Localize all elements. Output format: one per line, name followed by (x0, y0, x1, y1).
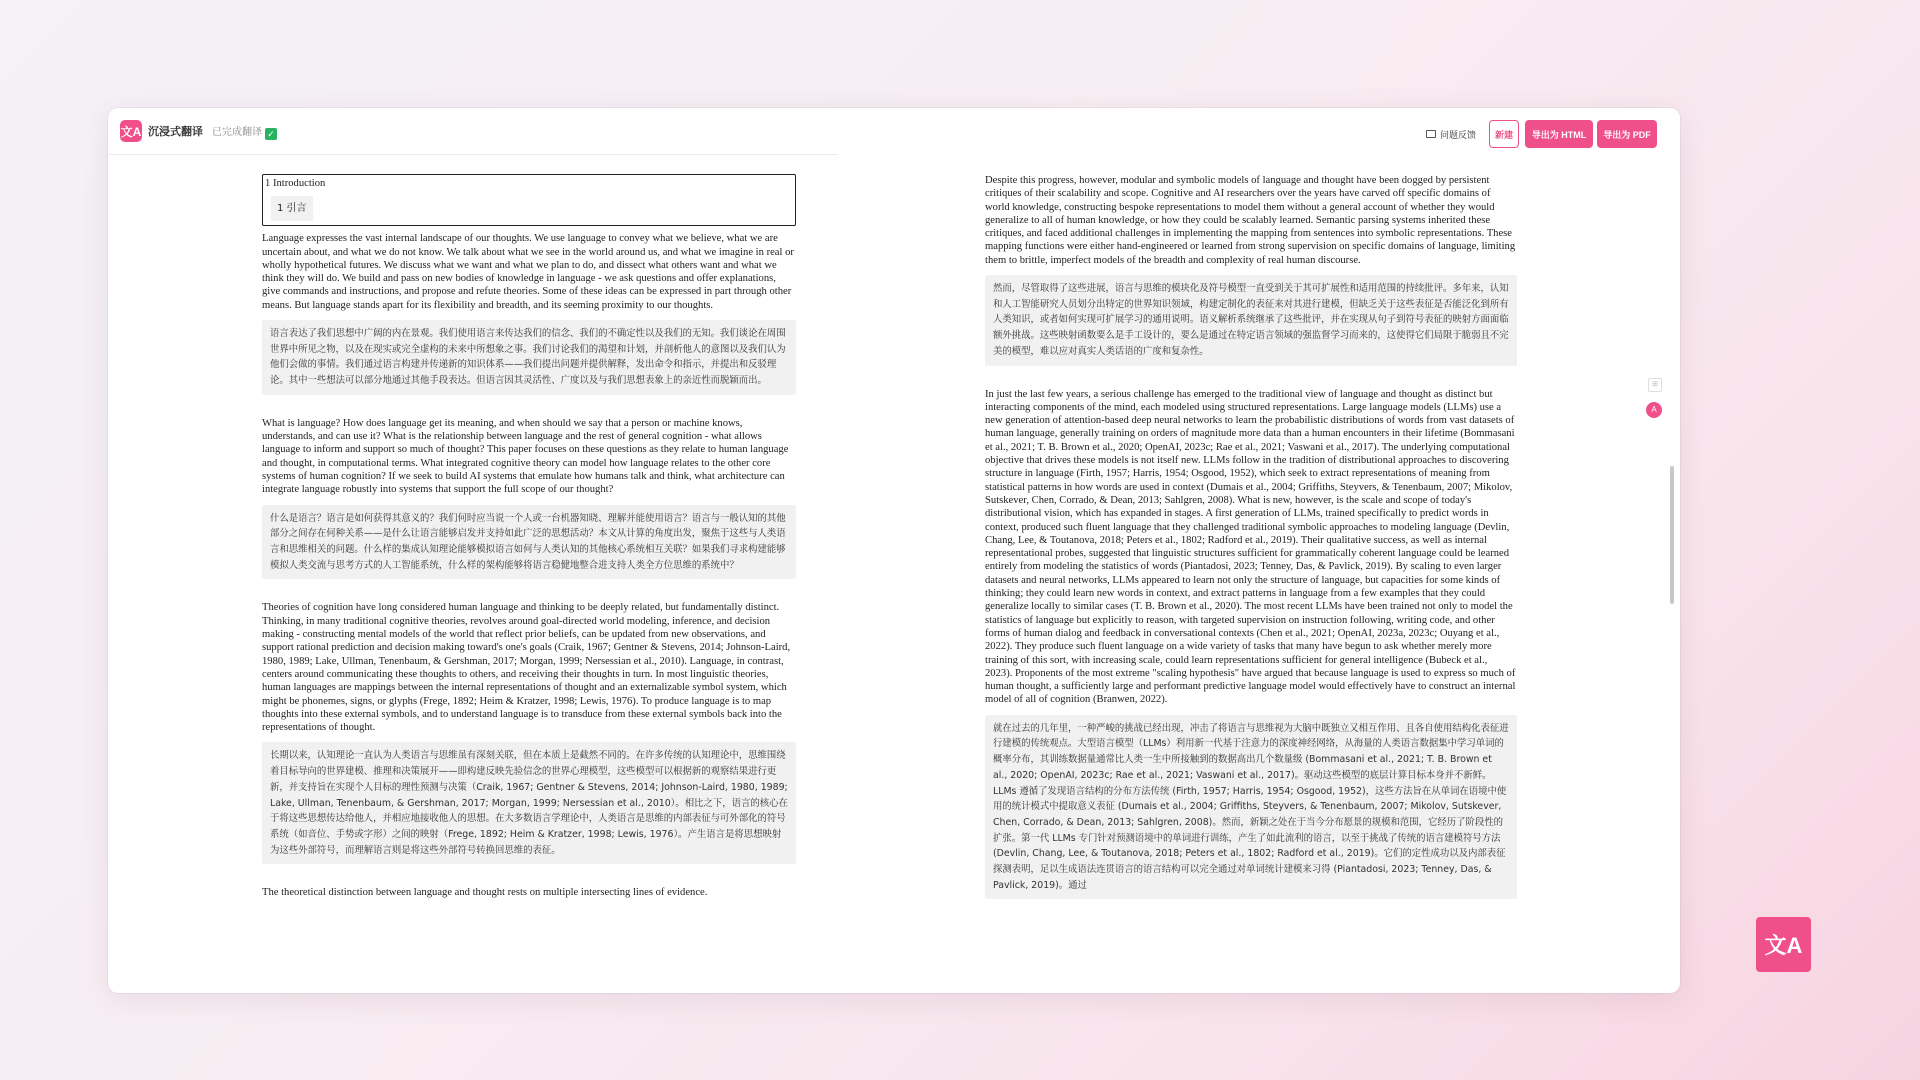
feedback-link[interactable] (1426, 128, 1476, 141)
paragraph-translation: 就在过去的几年里，一种严峻的挑战已经出现，冲击了将语言与思维视为大脑中既独立又相互作用、且各自使用结构化表征进行建模的传统观点。大型语言模型（LLMs）利用新一代基于注意力的深度神经网络，从海量的人类语言数据集中学习单词的概率分布，其训练数据量通常比人类一生中所接触到的数据高出几个数量级 (Bommasani et al., 2021; T. B. Brown et al., 2020; OpenAI, 2023c; Rae et al., 2021; Vaswani et al., 2017)。驱动这些模型的底层计算目标本身并不新鲜。LLMs 遵循了发现语言结构的分布方法传统 (Firth, 1957; Harris, 1954; Osgood, 1952)，这些方法旨在从单词在语境中使用的统计模式中提取意义表征 (Dumais et al., 2004; Griffiths, Steyvers, & Tenenbaum, 2007; Mikolov, Sutskever, Chen, Corrado, & Dean, 2013; Sahlgren, 2008)。然而，新颖之处在于当今分布愿景的规模和范围，它经历了阶段性的扩张。第一代 LLMs 专门针对预测语境中的单词进行训练，产生了如此流利的语言，以至于挑战了传统的语言建模符号方法 (Devlin, Chang, Lee, & Toutanova, 2018; Peters et al., 1802; Radford et al., 2019)。它们的定性成功以及内部表征探测表明，足以生成语法连贯语言的语言结构可以完全通过对单词统计建模来习得 (Piantadosi, 2023; Tenney, Das, & Pavlick, 2019)。通过 (985, 715, 1517, 900)
export-pdf-button[interactable]: 导出为 PDF (1597, 120, 1657, 148)
export-html-button[interactable]: 导出为 HTML (1525, 120, 1593, 148)
check-icon: ✓ (265, 128, 277, 140)
paragraph-translation: 语言表达了我们思想中广阔的内在景观。我们使用语言来传达我们的信念、我们的不确定性以及我们的无知。我们谈论在周围世界中所见之物，以及在现实或完全虚构的未来中所想象之事。我们讨论我们的渴望和计划，并剖析他人的意图以及我们认为他们会做的事情。我们通过语言构建并传递新的知识体系——我们提出问题并提供解释，发出命令和指示，并提出和反驳理论。其中一些想法可以部分地通过其他手段表达。但语言因其灵活性、广度以及与我们思想表象上的亲近性而脱颖而出。 (262, 320, 796, 395)
status-text: 已完成翻译 (212, 127, 262, 138)
paragraph-translation: 什么是语言？语言是如何获得其意义的？我们何时应当说一个人或一台机器知晓、理解并能使用语言？语言与一般认知的其他部分之间存在何种关系——是什么让语言能够启发并支持如此广泛的思想活动？本文从计算的角度出发，聚焦于这些与人类语言和思维相关的问题。什么样的集成认知理论能够模拟语言如何与人类认知的其他核心系统相互关联？如果我们寻求构建能够模拟人类交流与思考方式的人工智能系统，什么样的架构能够将语言稳健地整合进支持人类全方位思维的系统中？ (262, 505, 796, 580)
side-toolbar-icon[interactable]: ⊞ (1648, 378, 1662, 392)
feedback-label: 问题反馈 (1440, 130, 1477, 140)
paragraph-translation: 然而，尽管取得了这些进展，语言与思维的模块化及符号模型一直受到关于其可扩展性和适用范围的持续批评。多年来，认知和人工智能研究人员划分出特定的世界知识领域，构建定制化的表征来对其进行建模，但缺乏关于这些表征是否能泛化到所有人类知识，或者如何实现可扩展学习的通用说明。语义解析系统继承了这些批评，并在实现从句子到符号表征的映射方面面临额外挑战。这些映射函数要么是手工设计的，要么是通过在特定语言领域的强监督学习而来的，这使得它们局限于脆弱且不完美的模型，难以应对真实人类话语的广度和复杂性。 (985, 275, 1517, 366)
paragraph-original: What is language? How does language get its meaning, and when should we say that a person or machine knows, understands, and can use it? What is the relationship between language and the rest of general cognition - what allows language to inform and support so much of thought? This paper focuses on these questions as they relate to human language and thought, in computational terms. What integrated cognitive theory can model how language relates to the other core systems of human cognition? If we seek to build AI systems that emulate how humans talk and think, what architecture can integrate language robustly into systems that support the full scope of our thought? (262, 417, 789, 496)
app-logo-icon: 文A (120, 120, 142, 142)
app-window (108, 108, 1680, 993)
section-heading-block (262, 174, 796, 226)
right-document-column (985, 174, 1517, 921)
paragraph-original: Language expresses the vast internal landscape of our thoughts. We use language to convey what we believe, what we are uncertain about, and what we do not know. We talk about what we see in the world around us, and what we imagine in real or wholly hypothetical futures. We discuss what we want and what we plan to do, and dissect what others want and what we think they will do. We build and pass on new bodies of knowledge in language - we ask questions and offer explanations, give commands and instructions, and propose and refute theories. Some of these ideas can be expressed in part through other means. But language stands apart for its flexibility and breadth, and its seeming proximity to our thoughts. (262, 233, 794, 311)
paragraph-translation: 长期以来，认知理论一直认为人类语言与思维虽有深刻关联，但在本质上是截然不同的。在许多传统的认知理论中，思维围绕着目标导向的世界建模、推理和决策展开——即构建反映先验信念的世界心理模型，这些模型可以根据新的观察结果进行更新，并支持旨在实现个人目标的理性预测与决策（Craik, 1967; Gentner & Stevens, 2014; Johnson-Laird, 1980, 1989; Lake, Ullman, Tenenbaum, & Gershman, 2017; Morgan, 1999; Nersessian et al., 2010）。相比之下，语言的核心在于将这些思想传达给他人，并相应地接收他人的思想。在大多数语言学理论中，人类语言是思维的内部表征与可外部化的符号系统（如音位、手势或字形）之间的映射（Frege, 1892; Heim & Kratzer, 1998; Lewis, 1976）。产生语言是将思想映射为这些外部符号，而理解语言则是将这些外部符号转换回思维的表征。 (262, 742, 796, 864)
scrollbar-thumb[interactable] (1670, 466, 1674, 604)
top-bar (108, 108, 1680, 154)
paragraph-original: Despite this progress, however, modular and symbolic models of language and thought have been dogged by persistent critiques of their scalability and scope. Cognitive and AI researchers over the years have carved off specific domains of world knowledge, constructing bespoke representations to model them without a general account of whether they would generalize to all of human knowledge, or how they could be scalably learned. Semantic parsing systems inherited these critiques, and faced additional challenges in implementing the mapping from sentences into symbolic representations. These mapping functions were either hand-engineered or learned from strong supervision on specific domains of language, limiting them to brittle, imperfect models of the breadth and complexity of real human discourse. (985, 175, 1516, 266)
floating-translate-icon[interactable]: 文A (1756, 917, 1811, 972)
paragraph-original: Theories of cognition have long considered human language and thinking to be deeply related, but fundamentally distinct. Thinking, in many traditional cognitive theories, revolves around goal-directed world modeling, inference, and decision making - constructing mental models of the world that reflect prior beliefs, can be updated from new observations, and support rational prediction and decision making toward's one's goals (Craik, 1967; Gentner & Stevens, 2014; Johnson-Laird, 1980, 1989; Lake, Ullman, Tenenbaum, & Gershman, 2017; Morgan, 1999; Nersessian et al., 2010). Language, in contrast, centers around communicating these thoughts to others, and receiving their thoughts in turn. In most linguistic theories, human languages are mappings between the internal representations of thought and an externalizable symbol system, which might be phonemes, signs, or glyphs (Frege, 1892; Heim & Kratzer, 1998; Lewis, 1976). To produce language is to map thoughts into these external symbols, and to understand language is to transduce from these external symbols back into the representations of thought. (262, 602, 791, 734)
new-button[interactable]: 新建 (1489, 120, 1519, 148)
translation-status (212, 123, 277, 140)
section-heading-en: 1 Introduction (265, 178, 326, 189)
app-name: 沉浸式翻译 (148, 126, 203, 138)
translate-toggle-icon[interactable]: A (1646, 402, 1662, 418)
left-document-column (262, 174, 796, 900)
message-icon (1426, 130, 1436, 138)
paragraph-original: In just the last few years, a serious challenge has emerged to the traditional view of language and thought as distinct but interacting components of the mind, each modeled using structured representations. Large language models (LLMs) use a new generation of attention-based deep neural networks to learn the probabilistic distributions of words from vast datasets of human language, generally training on orders of magnitude more data than a human encounters in their lifetime (Bommasani et al., 2021; T. B. Brown et al., 2020; OpenAI, 2023c; Rae et al., 2021; Vaswani et al., 2017). The underlying computational objective that drives these models is not itself new. LLMs follow in the tradition of distributional approaches to discovering structure in language (Firth, 1957; Harris, 1954; Osgood, 1952), which seek to extract representations of meaning from statistical patterns in how words are used in context (Dumais et al., 2004; Griffiths, Steyvers, & Tenenbaum, 2007; Mikolov, Sutskever, Chen, Corrado, & Dean, 2013; Sahlgren, 2008). What is new, however, is the scale and scope of today's distributional vision, which has expanded in stages. A first generation of LLMs, trained specifically to predict words in context, produced such fluent language that they challenged traditional symbolic approaches to modeling language (Devlin, Chang, Lee, & Toutanova, 2018; Peters et al., 1802; Radford et al., 2019). Their qualitative success, as well as internal representational probes, suggested that linguistic structures sufficient for grammatically coherent language could be learned entirely from modeling the statistics of words (Piantadosi, 2023; Tenney, Das, & Pavlick, 2019). By scaling to even larger datasets and neural networks, LLMs appeared to learn not only the structure of language, but capacities for some kinds of thinking; they could learn new words in context, and extract patterns in language from a few examples that they could generalize locally to similar cases (T. B. Brown et al., 2020). The most recent LLMs have been trained not only to model the statistics of language but explicitly to reason, with targeted supervision on instruction following, writing code, and other forms of human dialog and feedback in conversational contexts (Chen et al., 2021; OpenAI, 2023a, 2023c; Ouyang et al., 2022). They produce such fluent language on a wide variety of tasks that many have begun to ask whether merely more training of this sort, with increasing scale, could learn representations sufficient for general intelligence (Bubeck et al., 2023). Proponents of the most extreme "scaling hypothesis" have argued that because language is used to express so much of human thought, a sufficiently large and performant predictive language model would effectively have to construct an internal model of all of cognition (Branwen, 2022). (985, 388, 1516, 706)
section-heading-zh: 1 引言 (271, 196, 313, 221)
paragraph-original: The theoretical distinction between language and thought rests on multiple intersecting lines of evidence. (262, 887, 708, 899)
header-divider (108, 154, 838, 155)
